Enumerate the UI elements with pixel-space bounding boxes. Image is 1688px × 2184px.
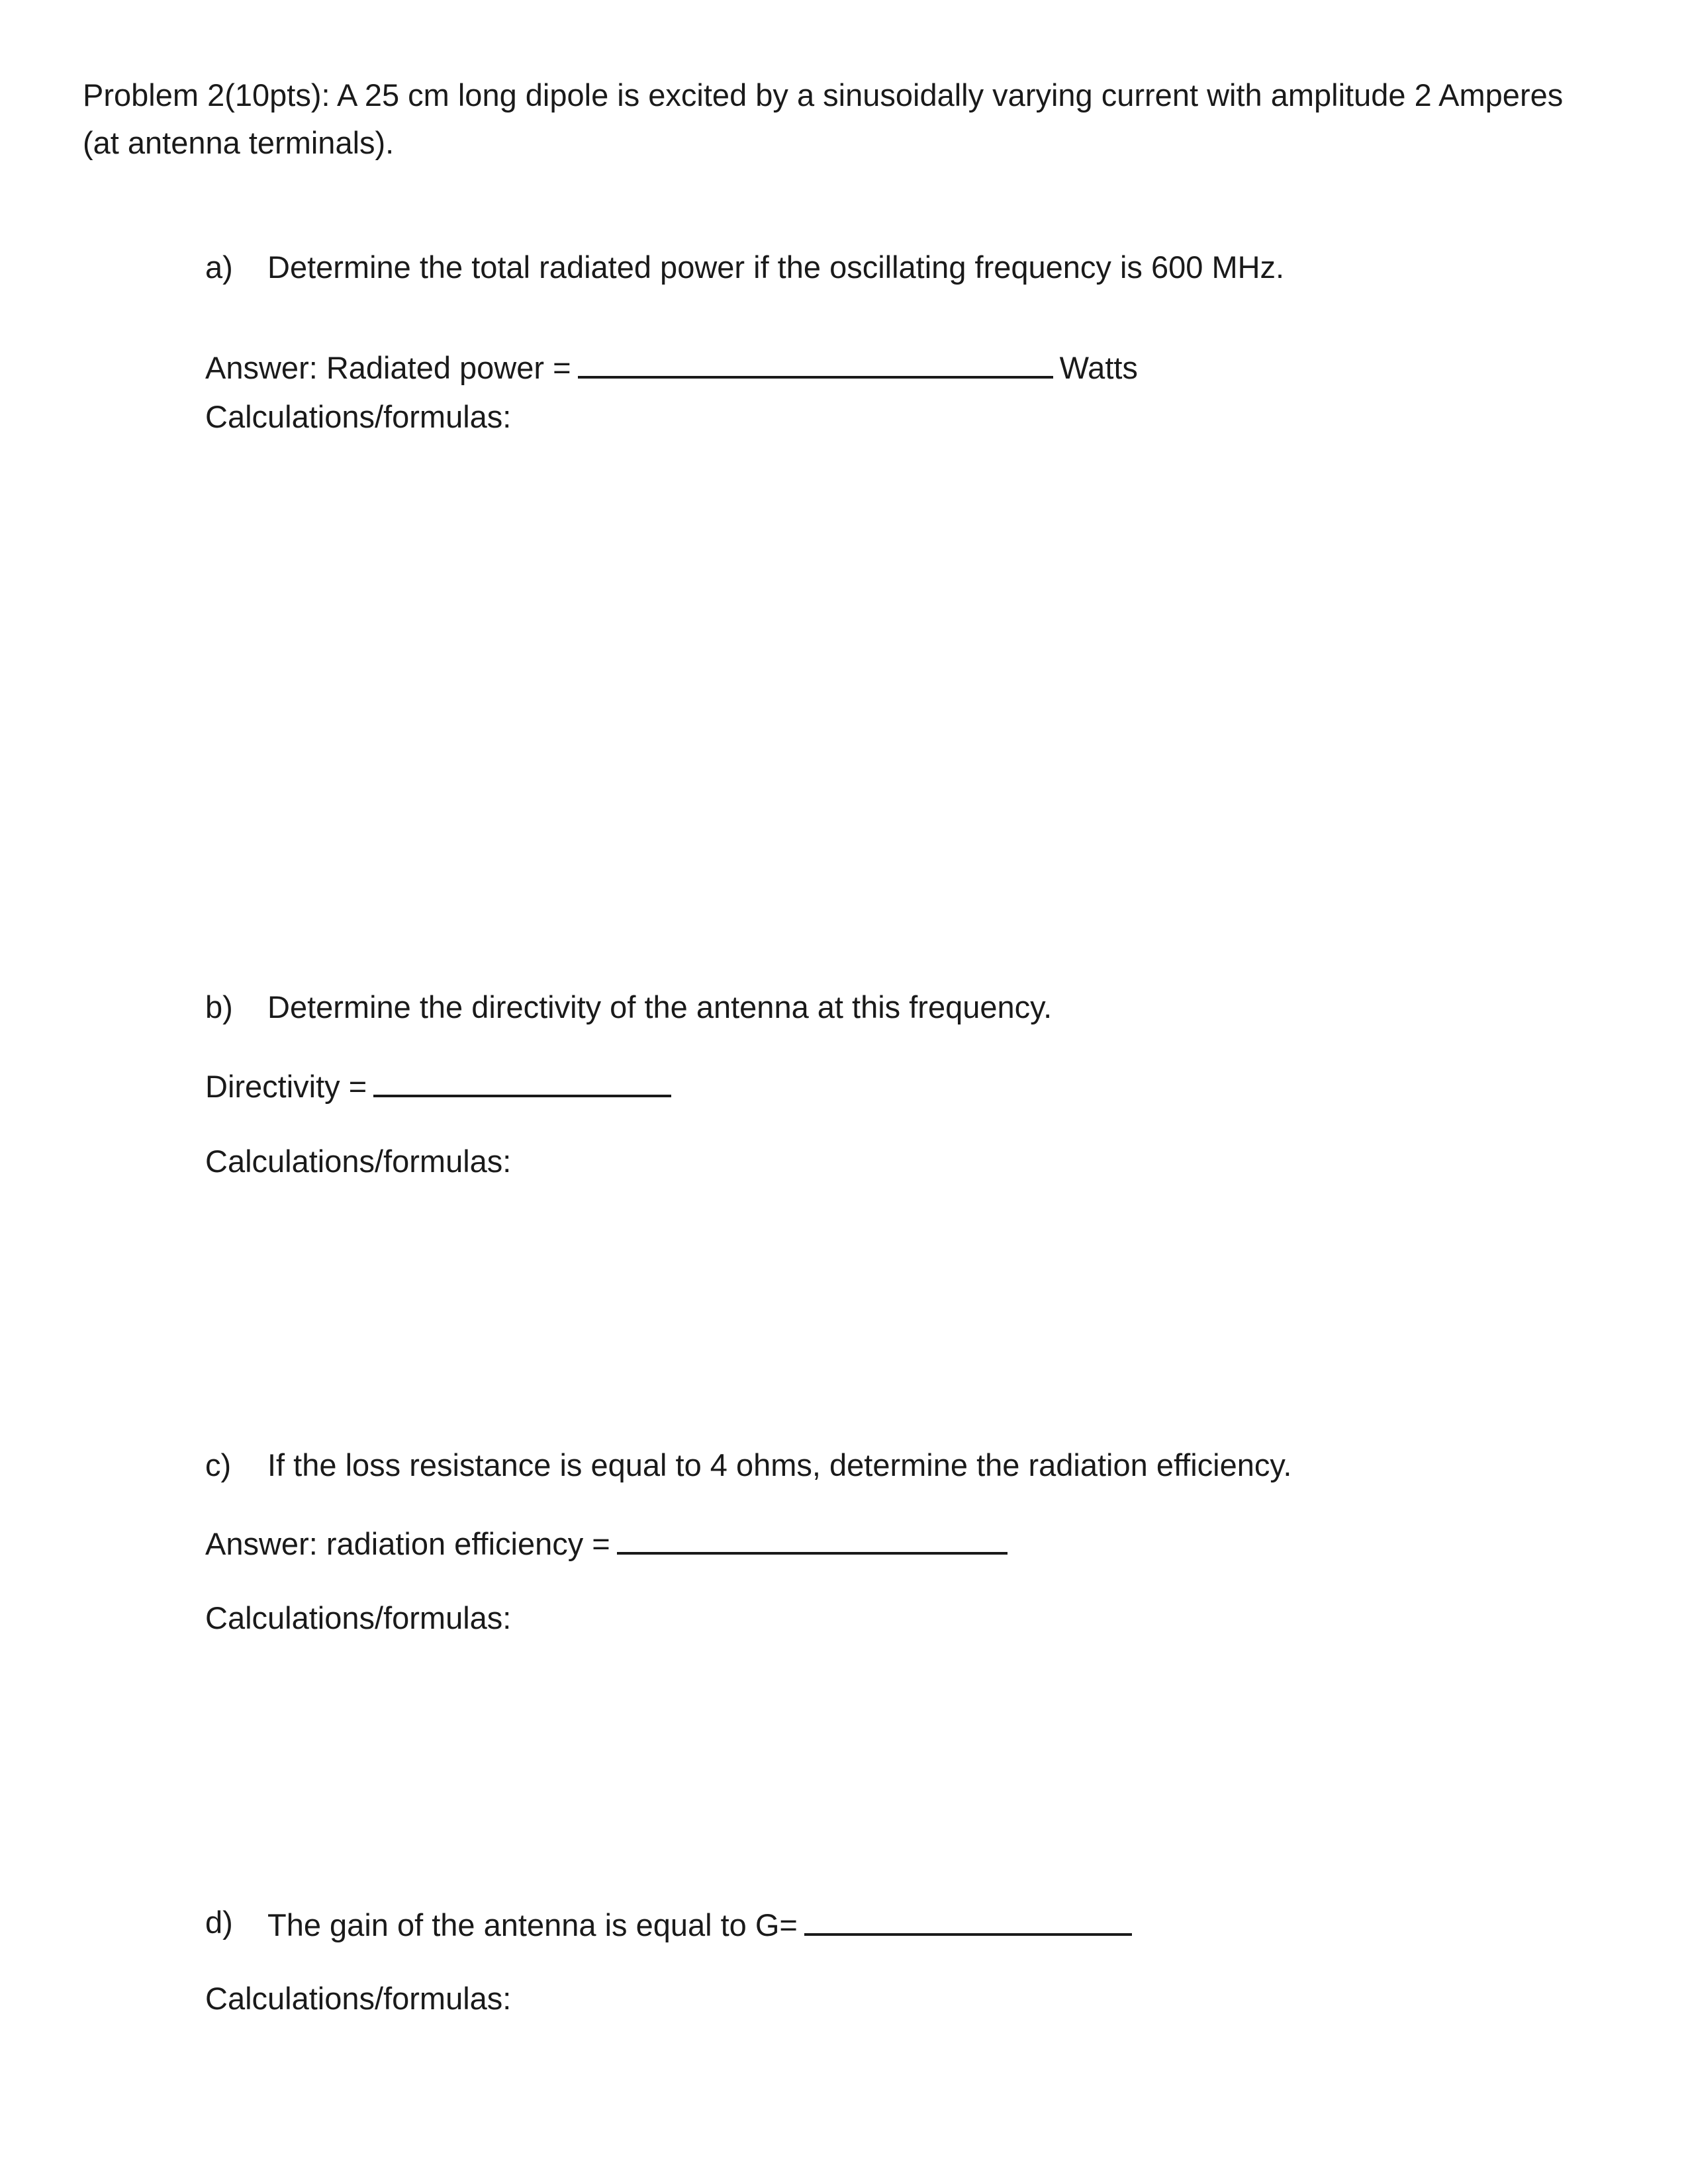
part-b-letter: b) (205, 989, 233, 1024)
part-c-answer-label: Answer: radiation efficiency = (205, 1526, 610, 1561)
part-a-answer-line (205, 345, 1138, 388)
part-a-letter: a) (205, 250, 233, 285)
part-c-question: If the loss resistance is equal to 4 ohms, determine the radiation efficiency. (267, 1447, 1292, 1482)
part-b-calc-label: Calculations/formulas: (205, 1144, 512, 1179)
part-c-answer-blank[interactable] (617, 1522, 1008, 1555)
part-d-answer-blank[interactable] (804, 1903, 1132, 1936)
part-a-answer-blank[interactable] (578, 345, 1053, 379)
part-d-question-line (267, 1903, 1139, 1945)
part-b-answer-line (205, 1064, 678, 1107)
part-d-letter: d) (205, 1905, 233, 1940)
part-a-answer-unit: Watts (1059, 350, 1138, 385)
problem-intro: Problem 2(10pts): A 25 cm long dipole is excited by a sinusoidally varying current with amplitude 2 Amperes (at antenna terminals). (83, 77, 1564, 160)
part-b-answer-label: Directivity = (205, 1069, 367, 1104)
part-a-answer-label: Answer: Radiated power = (205, 350, 571, 385)
part-a-question: Determine the total radiated power if the oscillating frequency is 600 MHz. (267, 250, 1285, 285)
part-a-calc-label: Calculations/formulas: (205, 399, 512, 434)
part-d-calc-label: Calculations/formulas: (205, 1981, 512, 2016)
part-c-calc-label: Calculations/formulas: (205, 1600, 512, 1635)
part-b-question: Determine the directivity of the antenna at this frequency. (267, 989, 1053, 1024)
part-c-answer-line (205, 1522, 1014, 1564)
part-d-question: The gain of the antenna is equal to G= (267, 1907, 798, 1942)
part-b-answer-blank[interactable] (373, 1064, 671, 1097)
part-c-letter: c) (205, 1447, 232, 1482)
